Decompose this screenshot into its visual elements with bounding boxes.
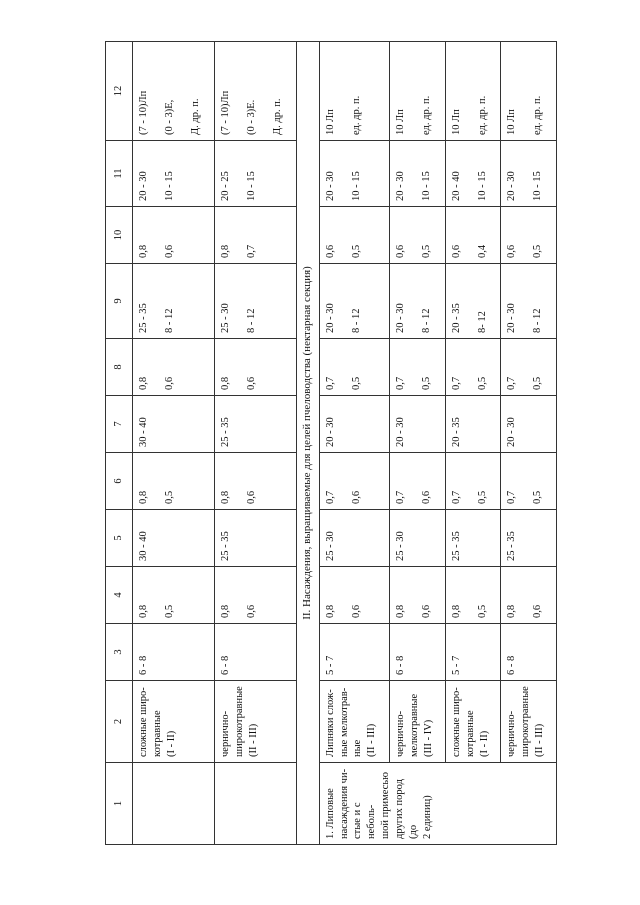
table-row [319,42,390,845]
cell-value: 0,5 [163,604,175,618]
value-cell-col-6 [445,453,501,510]
value-cell-col-11 [319,141,390,207]
cell-value: 0,5 [350,244,362,258]
cell-value: 25 - 35 [138,303,149,333]
cell-value: 0,8 [219,244,231,258]
cell-value: 8 - 12 [245,308,257,333]
cell-value: 0,8 [450,604,462,618]
cell-value: 0,6 [350,604,362,618]
cell-value: ед. др. п. [421,95,433,135]
value-cell-col-6 [319,453,390,510]
value-cell-col-7 [319,396,390,453]
value-cell-col-5 [319,510,390,567]
cell-value: 10 Лп [506,109,518,135]
value-cell-col-8 [133,339,215,396]
cell-value: ед. др. п. [350,95,362,135]
cell-value: 8 - 12 [421,308,433,333]
value-cell-col-8 [445,339,501,396]
cell-value: 10 - 15 [476,171,488,201]
cell-value: 20 - 30 [395,417,407,447]
cell-value: 0,5 [476,376,488,390]
value-cell-col-3 [445,624,501,681]
cell-value: Д. др. п. [271,98,283,135]
cell-value: 30 - 40 [138,417,149,447]
value-cell-col-5 [214,510,296,567]
cell-value: 6 - 8 [506,655,518,675]
cell-value: 0,8 [219,604,231,618]
cell-value: 10 - 15 [163,171,175,201]
cell-value: 20 - 30 [506,171,518,201]
site-type-cell: сложные широ- котравные (I - II) [133,681,215,763]
cell-value: 10 Лп [324,109,336,135]
table-body-top [133,42,297,845]
cell-value: 0,6 [245,604,257,618]
cell-value: 10 - 15 [245,171,257,201]
cell-value: 0,8 [219,376,231,390]
cell-value: 0,5 [421,376,433,390]
value-cell-col-6 [214,453,296,510]
cell-value: 10 Лп [395,109,407,135]
value-cell-col-4 [214,567,296,624]
value-cell-col-11 [501,141,557,207]
value-cell-col-3 [501,624,557,681]
cell-value: 25 - 30 [219,303,231,333]
value-cell-col-9 [214,264,296,339]
cell-value: 6 - 8 [395,655,407,675]
value-cell-col-12 [319,42,390,141]
cell-value: 0,7 [245,244,257,258]
cell-value: 0,7 [506,376,518,390]
cell-value: 5 - 7 [324,655,336,675]
cell-value: 0,6 [506,244,518,258]
cell-value: 25 - 30 [395,531,407,561]
column-header-6: 6 [106,453,133,510]
cell-value: 6 - 8 [138,655,149,675]
column-number-row [106,42,133,845]
table-row [445,42,501,845]
value-cell-col-5 [133,510,215,567]
cell-value: 0,5 [532,376,544,390]
cell-value: 25 - 30 [324,531,336,561]
cell-value: 20 - 30 [138,171,149,201]
cell-value: 0,8 [138,490,149,504]
cell-value: 20 - 35 [450,417,462,447]
value-cell-col-12 [390,42,446,141]
cell-value: 10 - 15 [421,171,433,201]
cell-value: 0,6 [421,604,433,618]
value-cell-col-9 [319,264,390,339]
cell-value: 20 - 30 [395,171,407,201]
cell-value: 0,8 [138,244,149,258]
cell-value: 0,7 [450,376,462,390]
value-cell-col-4 [390,567,446,624]
value-cell-col-11 [214,141,296,207]
value-cell-col-6 [390,453,446,510]
cell-value: 0,8 [138,376,149,390]
value-cell-col-7 [133,396,215,453]
cell-value: 0,6 [395,244,407,258]
cell-value: 8 - 12 [350,308,362,333]
value-cell-col-10 [319,207,390,264]
table-row [214,42,296,845]
value-cell-col-8 [214,339,296,396]
cell-value: 0,5 [350,376,362,390]
cell-value: 25 - 35 [219,531,231,561]
column-header-4: 4 [106,567,133,624]
value-cell-col-6 [133,453,215,510]
cell-value: ед. др. п. [476,95,488,135]
cell-value: 0,5 [532,244,544,258]
value-cell-col-5 [390,510,446,567]
cell-value: 6 - 8 [219,655,231,675]
cell-value: 0,7 [324,376,336,390]
value-cell-col-5 [501,510,557,567]
value-cell-col-7 [501,396,557,453]
value-cell-col-9 [133,264,215,339]
cell-value: 0,6 [163,244,175,258]
cell-value: (7 - 10)Лп [219,90,231,135]
table-row [501,42,557,845]
value-cell-col-9 [501,264,557,339]
value-cell-col-11 [133,141,215,207]
cell-value: 0,7 [395,490,407,504]
cell-value: 0,8 [138,604,149,618]
cell-value: 20 - 30 [395,303,407,333]
cell-value: 20 - 30 [506,303,518,333]
cell-value: 20 - 30 [324,303,336,333]
forest-type-cell [214,763,296,845]
value-cell-col-6 [501,453,557,510]
cell-value: 0,8 [324,604,336,618]
cell-value: 0,6 [350,490,362,504]
cell-value: 0,5 [163,490,175,504]
cell-value: 10 Лп [450,109,462,135]
value-cell-col-9 [390,264,446,339]
value-cell-col-4 [501,567,557,624]
column-header-1: 1 [106,763,133,845]
cell-value: 0,5 [476,604,488,618]
column-header-11: 11 [106,141,133,207]
cell-value: (0 - 3)Е, [163,99,175,135]
cell-value: 0,6 [245,490,257,504]
cell-value: 5 - 7 [450,655,462,675]
value-cell-col-11 [390,141,446,207]
value-cell-col-4 [319,567,390,624]
value-cell-col-12 [445,42,501,141]
table-row [133,42,215,845]
cell-value: 0,6 [421,490,433,504]
cell-value: 0,5 [532,490,544,504]
value-cell-col-4 [445,567,501,624]
cell-value: ед. др. п. [532,95,544,135]
cell-value: 0,6 [450,244,462,258]
value-cell-col-10 [390,207,446,264]
value-cell-col-5 [445,510,501,567]
value-cell-col-10 [133,207,215,264]
site-type-cell: чернично- широкотравные (II - III) [214,681,296,763]
value-cell-col-11 [445,141,501,207]
column-header-3: 3 [106,624,133,681]
value-cell-col-3 [214,624,296,681]
cell-value: 10 - 15 [350,171,362,201]
site-type-cell: сложные широ- котравные (I - II) [445,681,501,763]
value-cell-col-9 [445,264,501,339]
cell-value: 0,5 [476,490,488,504]
cell-value: 0,4 [476,244,488,258]
cell-value: 0,6 [245,376,257,390]
cell-value: (7 - 10)Лп [138,90,149,135]
rotated-table-container [105,42,557,845]
value-cell-col-7 [390,396,446,453]
value-cell-col-10 [214,207,296,264]
section-row [296,42,319,845]
cell-value: 0,8 [506,604,518,618]
column-header-7: 7 [106,396,133,453]
cell-value: 20 - 30 [506,417,518,447]
value-cell-col-12 [133,42,215,141]
value-cell-col-7 [214,396,296,453]
value-cell-col-10 [445,207,501,264]
cell-value: 8 - 12 [163,308,175,333]
cell-value: 30 - 40 [138,531,149,561]
value-cell-col-8 [390,339,446,396]
value-cell-col-12 [214,42,296,141]
cell-value: 8- 12 [476,311,488,333]
cell-value: 8 - 12 [532,308,544,333]
table-row [390,42,446,845]
site-type-cell: Липняки слож- ные мелкотрав- ные (II - III) [319,681,390,763]
cell-value: 25 - 35 [450,531,462,561]
value-cell-col-10 [501,207,557,264]
cell-value: 0,7 [506,490,518,504]
cell-value: 10 - 15 [532,171,544,201]
column-header-5: 5 [106,510,133,567]
cell-value: 0,5 [421,244,433,258]
forest-type-cell [133,763,215,845]
value-cell-col-8 [319,339,390,396]
cell-value: 0,8 [219,490,231,504]
value-cell-col-3 [133,624,215,681]
value-cell-col-3 [319,624,390,681]
forest-type-cell: 1. Липовые насаждения чи- стые и с неболь- шой примесью других пород (до 2 единиц) [319,763,556,845]
cell-value: 20 - 25 [219,171,231,201]
value-cell-col-4 [133,567,215,624]
column-header-12: 12 [106,42,133,141]
cell-value: 20 - 40 [450,171,462,201]
cell-value: 0,8 [395,604,407,618]
value-cell-col-8 [501,339,557,396]
cell-value: 0,6 [324,244,336,258]
forestry-norms-table [105,41,557,845]
cell-value: 20 - 35 [450,303,462,333]
table-body-bottom [319,42,556,845]
cell-value: 0,7 [450,490,462,504]
value-cell-col-7 [445,396,501,453]
column-header-8: 8 [106,339,133,396]
cell-value: Д. др. п. [189,98,201,135]
cell-value: 0,7 [324,490,336,504]
cell-value: 25 - 35 [219,417,231,447]
cell-value: 0,6 [163,376,175,390]
cell-value: 20 - 30 [324,417,336,447]
column-header-9: 9 [106,264,133,339]
cell-value: 25 - 35 [506,531,518,561]
cell-value: 0,6 [532,604,544,618]
cell-value: 20 - 30 [324,171,336,201]
cell-value: 0,7 [395,376,407,390]
value-cell-col-3 [390,624,446,681]
site-type-cell: чернично- мелкотравные (III - IV) [390,681,446,763]
site-type-cell: чернично- широкотравные (II - III) [501,681,557,763]
column-header-2: 2 [106,681,133,763]
value-cell-col-12 [501,42,557,141]
column-header-10: 10 [106,207,133,264]
section-title: II. Насаждения, выращиваемые для целей пчеловодства (нектарная секция) [296,42,319,845]
cell-value: (0 - 3)Е. [245,99,257,135]
